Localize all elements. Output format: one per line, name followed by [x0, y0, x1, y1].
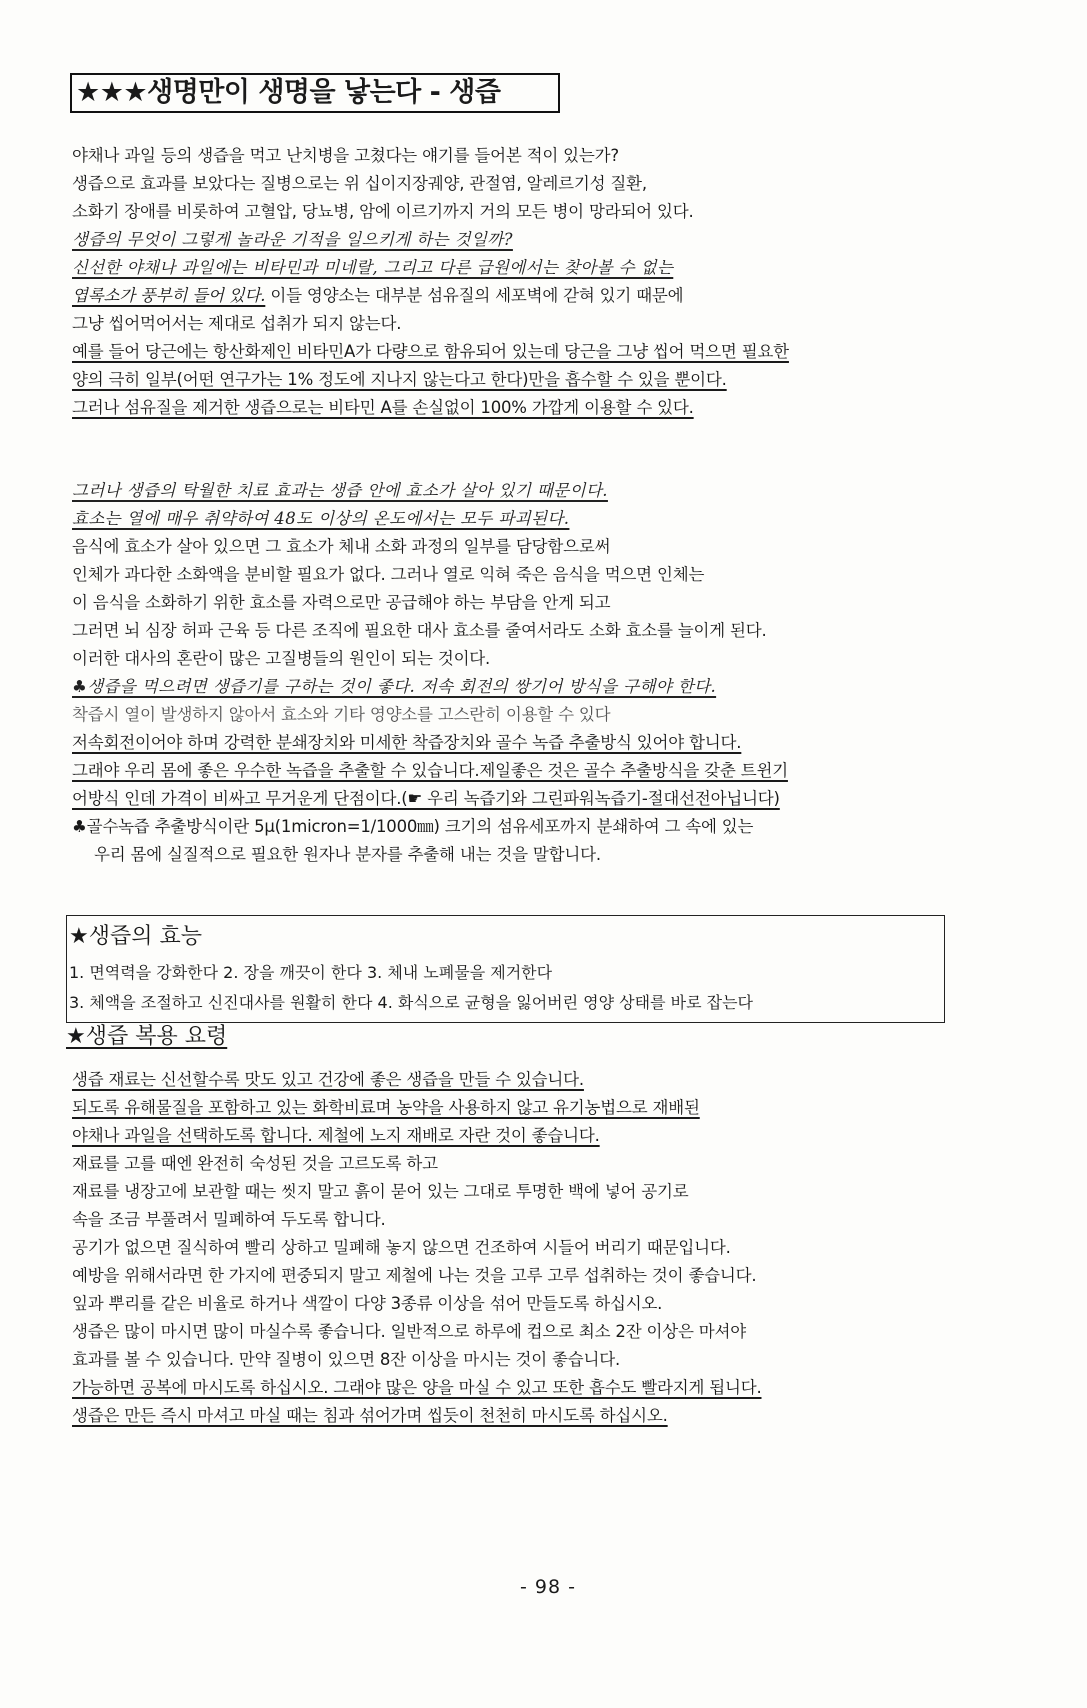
text-line — [72, 1374, 762, 1402]
text-line-content: 생즙 재료는 신선할수록 맛도 있고 건강에 좋은 생즙을 만들 수 있습니다. — [72, 1070, 584, 1089]
text-line-content: 재료를 고를 때엔 완전히 숙성된 것을 고르도록 하고 — [72, 1154, 438, 1173]
text-line — [72, 366, 789, 394]
text-line-continuation: 이들 영양소는 대부분 섬유질의 세포벽에 갇혀 있기 때문에 — [265, 286, 684, 305]
text-line-content: ♣생즙을 먹으려면 생즙기를 구하는 것이 좋다. 저속 회전의 쌍기어 방식을 구해야 한다. — [72, 677, 717, 696]
text-line — [72, 757, 788, 785]
text-line — [72, 785, 788, 813]
text-line-content: 이 음식을 소화하기 위한 효소를 자력으로만 공급해야 하는 부담을 안게 되고 — [72, 593, 611, 612]
text-line-content: 생즙은 많이 마시면 많이 마실수록 좋습니다. 일반적으로 하루에 컵으로 최소 2잔 이상은 마셔야 — [72, 1322, 746, 1341]
enzyme-section — [72, 477, 788, 869]
text-line-content: 착즙시 열이 발생하지 않아서 효소와 기타 영양소를 고스란히 이용할 수 있다 — [72, 705, 611, 724]
text-line — [72, 1402, 762, 1430]
text-line — [72, 170, 789, 198]
text-line — [72, 841, 788, 869]
text-line — [72, 254, 789, 282]
effects-box — [66, 915, 945, 1023]
text-line — [72, 198, 789, 226]
text-line-content: 잎과 뿌리를 같은 비율로 하거나 색깔이 다양 3종류 이상을 섞어 만들도록 하십시오. — [72, 1294, 663, 1313]
text-line-content: 생즙으로 효과를 보았다는 질병으로는 위 십이지장궤양, 관절염, 알레르기성 질환, — [72, 174, 647, 193]
text-line-content: 예방을 위해서라면 한 가지에 편중되지 말고 제철에 나는 것을 고루 고루 섭취하는 것이 좋습니다. — [72, 1266, 757, 1285]
text-line — [72, 1094, 762, 1122]
text-line — [72, 589, 788, 617]
text-line — [72, 1262, 762, 1290]
text-line-content: 속을 조금 부풀려서 밀폐하여 두도록 합니다. — [72, 1210, 386, 1229]
text-line-content: 소화기 장애를 비롯하여 고혈압, 당뇨병, 암에 이르기까지 거의 모든 병이 망라되어 있다. — [72, 202, 694, 221]
text-line — [72, 1206, 762, 1234]
text-line-content: 음식에 효소가 살아 있으면 그 효소가 체내 소화 과정의 일부를 담당함으로써 — [72, 537, 611, 556]
effects-line: 1. 면역력을 강화한다 2. 장을 깨끗이 한다 3. 체내 노폐물을 제거한다 — [69, 963, 553, 982]
text-line-content: 이러한 대사의 혼란이 많은 고질병들의 원인이 되는 것이다. — [72, 649, 491, 668]
text-line — [72, 1066, 762, 1094]
text-line-content: 효과를 볼 수 있습니다. 만약 질병이 있으면 8잔 이상을 마시는 것이 좋습니다. — [72, 1350, 621, 1369]
text-line — [72, 505, 788, 533]
text-line — [72, 338, 789, 366]
text-line — [72, 1290, 762, 1318]
text-line — [72, 1150, 762, 1178]
effects-line: 3. 체액을 조절하고 신진대사를 원활히 한다 4. 화식으로 균형을 잃어버린 영양 상태를 바로 잡는다 — [69, 993, 753, 1012]
page-title: ★★★생명만이 생명을 낳는다 - 생즙 — [70, 73, 560, 113]
text-line-content: 예를 들어 당근에는 항산화제인 비타민A가 다량으로 함유되어 있는데 당근을 그냥 씹어 먹으면 필요한 — [72, 342, 789, 361]
text-line-content: 그러면 뇌 심장 허파 근육 등 다른 조직에 필요한 대사 효소를 줄여서라도 소화 효소를 늘이게 된다. — [72, 621, 767, 640]
text-line-content: ♣골수녹즙 추출방식이란 5μ(1micron=1/1000㎜) 크기의 섬유세포까지 분쇄하여 그 속에 있는 — [72, 817, 754, 836]
text-line-content: 엽록소가 풍부히 들어 있다. — [72, 286, 266, 305]
text-line-content: 그래야 우리 몸에 좋은 우수한 녹즙을 추출할 수 있습니다.제일좋은 것은 골수 추출방식을 갖춘 트윈기 — [72, 761, 788, 780]
text-line — [72, 1346, 762, 1374]
text-line-content: 효소는 열에 매우 취약하여 48도 이상의 온도에서는 모두 파괴된다. — [72, 509, 570, 528]
text-line — [72, 729, 788, 757]
text-line — [72, 477, 788, 505]
text-line — [72, 533, 788, 561]
text-line-content: 생즙은 만든 즉시 마셔고 마실 때는 침과 섞어가며 씹듯이 천천히 마시도록 하십시오. — [72, 1406, 668, 1425]
text-line — [72, 645, 788, 673]
text-line-content: 되도록 유해물질을 포함하고 있는 화학비료며 농약을 사용하지 않고 유기농법으로 재배된 — [72, 1098, 700, 1117]
text-line — [72, 142, 789, 170]
usage-section — [72, 1066, 762, 1430]
intro-section — [72, 142, 789, 422]
text-line — [72, 701, 788, 729]
text-line-content: 신선한 야채나 과일에는 비타민과 미네랄, 그리고 다른 급원에서는 찾아볼 수 없는 — [72, 258, 674, 277]
text-line — [72, 617, 788, 645]
text-line-content: 야채나 과일 등의 생즙을 먹고 난치병을 고쳤다는 얘기를 들어본 적이 있는가? — [72, 146, 619, 165]
effects-heading: ★생즙의 효능 — [69, 924, 202, 949]
text-line — [72, 282, 789, 310]
text-line — [72, 226, 789, 254]
text-line-content: 재료를 냉장고에 보관할 때는 씻지 말고 흙이 묻어 있는 그대로 투명한 백에 넣어 공기로 — [72, 1182, 689, 1201]
text-line — [72, 1318, 762, 1346]
text-line-content: 저속회전이어야 하며 강력한 분쇄장치와 미세한 착즙장치와 골수 녹즙 추출방식 있어야 합니다. — [72, 733, 742, 752]
text-line-content: 그러나 섬유질을 제거한 생즙으로는 비타민 A를 손실없이 100% 가깝게 이용할 수 있다. — [72, 398, 694, 417]
text-line — [72, 310, 789, 338]
text-line-content: 공기가 없으면 질식하여 빨리 상하고 밀폐해 놓지 않으면 건조하여 시들어 버리기 때문입니다. — [72, 1238, 731, 1257]
text-line-content: 생즙의 무엇이 그렇게 놀라운 기적을 일으키게 하는 것일까? — [72, 230, 513, 249]
text-line — [72, 561, 788, 589]
text-line — [72, 1122, 762, 1150]
text-line — [72, 673, 788, 701]
text-line-content: 가능하면 공복에 마시도록 하십시오. 그래야 많은 양을 마실 수 있고 또한 흡수도 빨라지게 됩니다. — [72, 1378, 762, 1397]
text-line-content: 우리 몸에 실질적으로 필요한 원자나 분자를 추출해 내는 것을 말합니다. — [94, 845, 601, 864]
text-line — [72, 813, 788, 841]
text-line — [72, 1234, 762, 1262]
text-line-content: 그러나 생즙의 탁월한 치료 효과는 생즙 안에 효소가 살아 있기 때문이다. — [72, 481, 608, 500]
text-line — [72, 1178, 762, 1206]
text-line-content: 어방식 인데 가격이 비싸고 무거운게 단점이다.(☛ 우리 녹즙기와 그린파워녹즙기-절대선전아닙니다) — [72, 789, 780, 808]
text-line-content: 그냥 씹어먹어서는 제대로 섭취가 되지 않는다. — [72, 314, 402, 333]
text-line — [72, 394, 789, 422]
text-line-content: 인체가 과다한 소화액을 분비할 필요가 없다. 그러나 열로 익혀 죽은 음식을 먹으면 인체는 — [72, 565, 705, 584]
text-line-content: 양의 극히 일부(어떤 연구가는 1% 정도에 지나지 않는다고 한다)만을 흡수할 수 있을 뿐이다. — [72, 370, 727, 389]
usage-heading: ★생즙 복용 요령 — [66, 1024, 228, 1049]
page-number: - 98 - — [520, 1576, 576, 1598]
text-line-content: 야채나 과일을 선택하도록 합니다. 제철에 노지 재배로 자란 것이 좋습니다. — [72, 1126, 600, 1145]
